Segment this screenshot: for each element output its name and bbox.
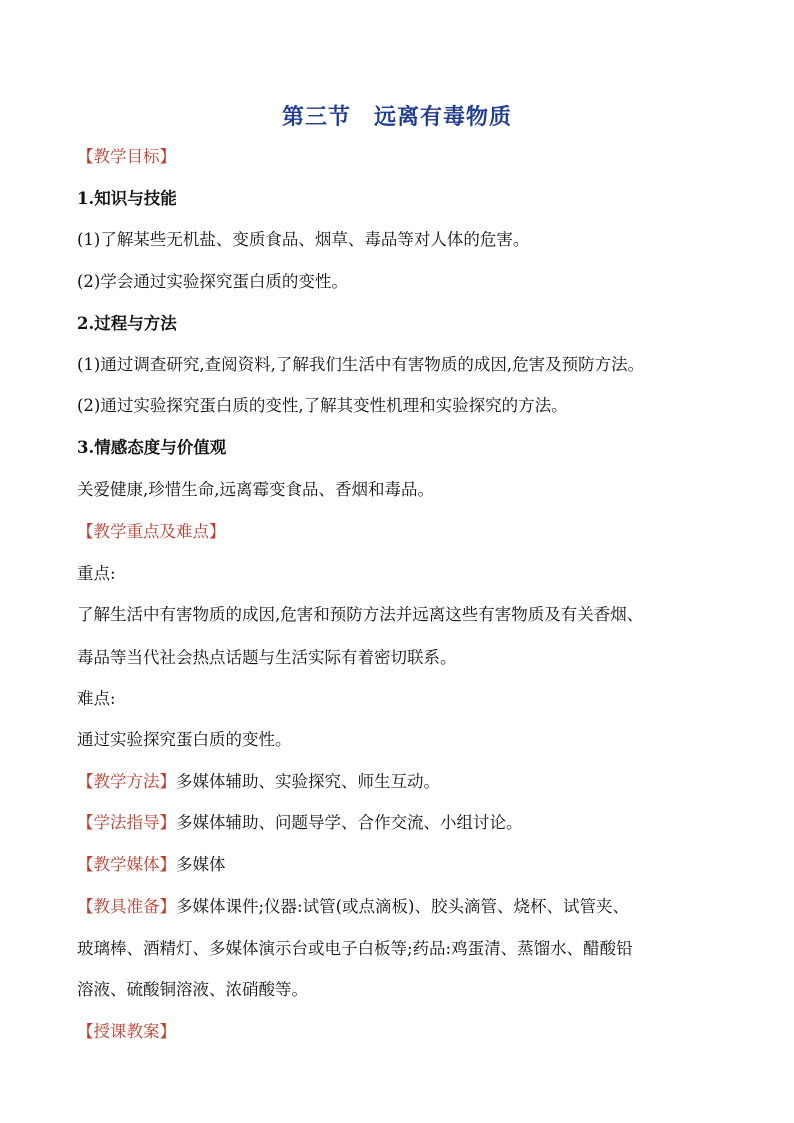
lesson-plan-heading: 【授课教案】 bbox=[77, 1022, 176, 1041]
knowledge-heading: 1.知识与技能 bbox=[77, 189, 177, 208]
emotion-heading: 3.情感态度与价值观 bbox=[77, 438, 227, 457]
study-tag: 【学法指导】 bbox=[77, 813, 176, 832]
key-label: 重点: bbox=[77, 564, 116, 583]
media-row bbox=[77, 853, 727, 877]
media-text: 多媒体 bbox=[176, 855, 226, 874]
difficult-label: 难点: bbox=[77, 689, 116, 708]
media-tag: 【教学媒体】 bbox=[77, 855, 176, 874]
key-text-line-2: 毒品等当代社会热点话题与生活实际有着密切联系。 bbox=[77, 648, 457, 667]
equipment-line-3: 溶液、硫酸铜溶液、浓硝酸等。 bbox=[77, 980, 308, 999]
emotion-text: 关爱健康,珍惜生命,远离霉变食品、香烟和毒品。 bbox=[77, 480, 434, 499]
equipment-line-1: 多媒体课件;仪器:试管(或点滴板)、胶头滴管、烧杯、试管夹、 bbox=[176, 897, 629, 916]
key-points-heading: 【教学重点及难点】 bbox=[77, 522, 226, 541]
process-item-1: (1)通过调查研究,查阅资料,了解我们生活中有害物质的成因,危害及预防方法。 bbox=[77, 355, 645, 374]
key-text-line-1: 了解生活中有害物质的成因,危害和预防方法并远离这些有害物质及有关香烟、 bbox=[77, 605, 644, 624]
equipment-row bbox=[77, 895, 727, 919]
objectives-heading: 【教学目标】 bbox=[77, 147, 176, 166]
knowledge-item-2: (2)学会通过实验探究蛋白质的变性。 bbox=[77, 272, 348, 291]
method-text: 多媒体辅助、实验探究、师生互动。 bbox=[176, 772, 440, 791]
process-heading: 2.过程与方法 bbox=[77, 314, 177, 333]
difficult-text: 通过实验探究蛋白质的变性。 bbox=[77, 730, 292, 749]
equipment-line-2: 玻璃棒、酒精灯、多媒体演示台或电子白板等;药品:鸡蛋清、蒸馏水、醋酸铅 bbox=[77, 939, 633, 958]
knowledge-item-1: (1)了解某些无机盐、变质食品、烟草、毒品等对人体的危害。 bbox=[77, 230, 530, 249]
method-row bbox=[77, 770, 727, 794]
study-row bbox=[77, 811, 727, 835]
process-item-2: (2)通过实验探究蛋白质的变性,了解其变性机理和实验探究的方法。 bbox=[77, 396, 568, 415]
method-tag: 【教学方法】 bbox=[77, 772, 176, 791]
page-title: 第三节 远离有毒物质 bbox=[281, 104, 512, 130]
study-text: 多媒体辅助、问题导学、合作交流、小组讨论。 bbox=[176, 813, 523, 832]
equipment-tag: 【教具准备】 bbox=[77, 897, 176, 916]
